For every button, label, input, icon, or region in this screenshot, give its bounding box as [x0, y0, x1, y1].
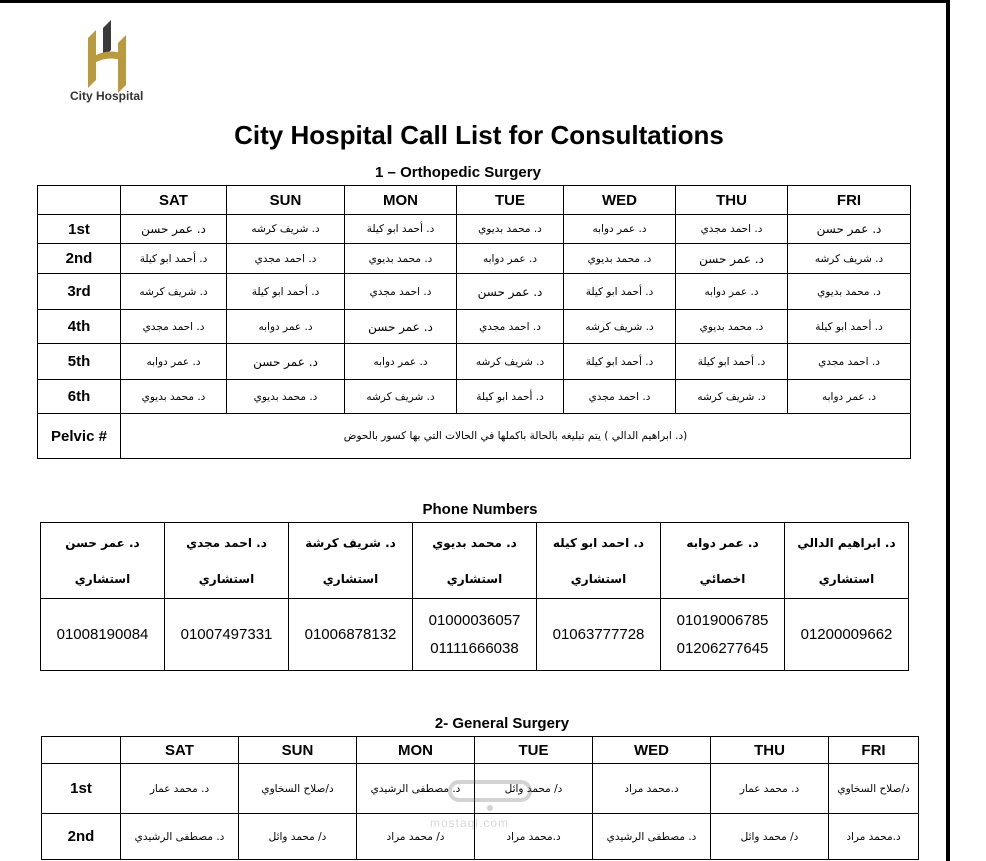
phones-header-row — [41, 523, 909, 599]
row-label: 1st — [42, 764, 121, 814]
doctor-name: د. ابراهيم الدالي — [797, 535, 896, 550]
schedule-cell: د. محمد عمار — [121, 764, 239, 814]
general-corner-cell — [42, 737, 121, 764]
day-header: MON — [357, 737, 475, 764]
general-heading: 2- General Surgery — [434, 715, 570, 732]
table-row — [38, 215, 911, 244]
doctor-title: استشاري — [570, 571, 627, 586]
phone-number: 01019006785 — [676, 611, 769, 629]
schedule-cell: د. شريف كرشه — [457, 344, 564, 380]
watermark-text: mostaql.com — [430, 816, 510, 830]
phones-number-row — [41, 599, 909, 671]
row-label: 1st — [38, 215, 121, 244]
schedule-cell: د/ محمد وائل — [239, 814, 357, 860]
schedule-cell: د. مصطفى الرشيدي — [357, 764, 475, 814]
page-top-border — [0, 0, 950, 3]
row-label: 4th — [38, 310, 121, 344]
schedule-cell: د. محمد بديوي — [788, 274, 911, 310]
schedule-cell: د.محمد مراد — [593, 764, 711, 814]
schedule-cell: د. عمر حسن — [345, 310, 457, 344]
schedule-cell: د/صلاح السخاوي — [239, 764, 357, 814]
watermark-logo-icon — [430, 772, 550, 816]
row-label: 6th — [38, 380, 121, 414]
pelvic-label: Pelvic # — [38, 414, 121, 459]
table-row — [38, 380, 911, 414]
schedule-cell: د. أحمد ابو كيلة — [345, 215, 457, 244]
doctor-title: اخصائي — [699, 571, 746, 586]
day-header: SUN — [227, 186, 345, 215]
schedule-cell: د. مصطفى الرشيدي — [121, 814, 239, 860]
schedule-cell: د. أحمد ابو كيلة — [564, 344, 676, 380]
doctor-header — [289, 523, 413, 599]
schedule-cell: د. عمر حسن — [676, 244, 788, 274]
doctor-name: د. محمد بديوي — [432, 535, 517, 550]
doctor-title: استشاري — [198, 571, 255, 586]
schedule-cell: د. محمد بديوي — [457, 215, 564, 244]
schedule-cell: د. عمر دوابه — [345, 344, 457, 380]
schedule-cell: د. مصطفى الرشيدي — [593, 814, 711, 860]
schedule-cell: د. أحمد ابو كيلة — [227, 274, 345, 310]
schedule-cell: د. أحمد ابو كيلة — [788, 310, 911, 344]
schedule-cell: د. أحمد ابو كيلة — [564, 274, 676, 310]
schedule-cell: د. محمد بديوي — [345, 244, 457, 274]
table-row — [38, 344, 911, 380]
schedule-cell: د/ محمد مراد — [357, 814, 475, 860]
row-label: 5th — [38, 344, 121, 380]
pelvic-row — [38, 414, 911, 459]
phone-number: 01006878132 — [289, 599, 413, 671]
phones-heading: Phone Numbers — [422, 501, 538, 518]
doctor-header — [413, 523, 537, 599]
day-header: MON — [345, 186, 457, 215]
doctor-name: د. شريف كرشة — [305, 535, 396, 550]
day-header: WED — [564, 186, 676, 215]
phone-number: 01200009662 — [785, 599, 909, 671]
phone-numbers-table — [40, 522, 909, 671]
doctor-name: د. احمد ابو كيله — [552, 535, 645, 550]
schedule-cell: د. احمد مجدي — [788, 344, 911, 380]
schedule-cell: د. احمد مجدي — [227, 244, 345, 274]
schedule-cell: د. محمد بديوي — [227, 380, 345, 414]
phone-number: 01111666038 — [430, 639, 519, 657]
schedule-cell: د. عمر دوابه — [564, 215, 676, 244]
table-row — [38, 274, 911, 310]
phone-number: 01007497331 — [165, 599, 289, 671]
schedule-cell: د. أحمد ابو كيلة — [457, 380, 564, 414]
doctor-header — [661, 523, 785, 599]
doctor-title: استشاري — [818, 571, 875, 586]
mostaql-watermark — [430, 772, 550, 842]
day-header: SAT — [121, 737, 239, 764]
schedule-cell: د. شريف كرشه — [788, 244, 911, 274]
schedule-cell: د. عمر حسن — [788, 215, 911, 244]
day-header: FRI — [829, 737, 919, 764]
schedule-cell: د.محمد مراد — [475, 814, 593, 860]
phone-number-cell — [413, 599, 537, 671]
ortho-schedule-table — [37, 185, 911, 459]
doctor-name: د. احمد مجدي — [186, 535, 267, 550]
schedule-cell: د. احمد مجدي — [121, 310, 227, 344]
general-header-row — [42, 737, 919, 764]
phone-number: 01000036057 — [428, 611, 521, 629]
doctor-title: استشاري — [446, 571, 503, 586]
doctor-title: استشاري — [322, 571, 379, 586]
doctor-header — [785, 523, 909, 599]
schedule-cell: د. عمر حسن — [227, 344, 345, 380]
schedule-cell: د. عمر دوابه — [788, 380, 911, 414]
ortho-corner-cell — [38, 186, 121, 215]
day-header: THU — [711, 737, 829, 764]
ortho-heading: 1 – Orthopedic Surgery — [375, 164, 541, 181]
phone-number: 01206277645 — [676, 639, 769, 657]
doctor-name: د. عمر دوابه — [686, 535, 759, 550]
day-header: TUE — [457, 186, 564, 215]
day-header: SUN — [239, 737, 357, 764]
day-header: FRI — [788, 186, 911, 215]
schedule-cell: د. شريف كرشه — [345, 380, 457, 414]
doctor-header — [41, 523, 165, 599]
schedule-cell: د. شريف كرشه — [121, 274, 227, 310]
schedule-cell: د.محمد مراد — [829, 814, 919, 860]
schedule-cell: د. عمر دوابه — [676, 274, 788, 310]
phone-number: 01063777728 — [537, 599, 661, 671]
schedule-cell: د. أحمد ابو كيلة — [121, 244, 227, 274]
schedule-cell: د. عمر حسن — [457, 274, 564, 310]
pelvic-note: (د. ابراهيم الدالي ) يتم تبليغه بالحالة باكملها في الحالات التي بها كسور بالحوض — [121, 414, 911, 459]
day-header: THU — [676, 186, 788, 215]
table-row — [38, 244, 911, 274]
schedule-cell: د. عمر حسن — [121, 215, 227, 244]
day-header: WED — [593, 737, 711, 764]
schedule-cell: د. شريف كرشه — [676, 380, 788, 414]
schedule-cell: د/ محمد وائل — [475, 764, 593, 814]
schedule-cell: د. احمد مجدي — [345, 274, 457, 310]
schedule-cell: د. محمد عمار — [711, 764, 829, 814]
schedule-cell: د. احمد مجدي — [676, 215, 788, 244]
schedule-cell: د. محمد بديوي — [564, 244, 676, 274]
schedule-cell: د. محمد بديوي — [676, 310, 788, 344]
doctor-header — [537, 523, 661, 599]
schedule-cell: د. احمد مجدي — [457, 310, 564, 344]
schedule-cell: د. عمر دوابه — [227, 310, 345, 344]
page-title: City Hospital Call List for Consultations — [234, 120, 724, 150]
schedule-cell: د. محمد بديوي — [121, 380, 227, 414]
row-label: 2nd — [42, 814, 121, 860]
schedule-cell: د. شريف كرشه — [227, 215, 345, 244]
day-header: SAT — [121, 186, 227, 215]
schedule-cell: د/ محمد وائل — [711, 814, 829, 860]
schedule-cell: د. أحمد ابو كيلة — [676, 344, 788, 380]
doctor-title: استشاري — [74, 571, 131, 586]
phone-number: 01008190084 — [41, 599, 165, 671]
schedule-cell: د. عمر دوابه — [121, 344, 227, 380]
day-header: TUE — [475, 737, 593, 764]
logo-text: City Hospital — [70, 89, 144, 103]
row-label: 3rd — [38, 274, 121, 310]
schedule-cell: د. شريف كرشه — [564, 310, 676, 344]
doctor-name: د. عمر حسن — [65, 535, 140, 550]
doctor-header — [165, 523, 289, 599]
phone-number-cell — [661, 599, 785, 671]
ortho-header-row — [38, 186, 911, 215]
schedule-cell: د/صلاح السخاوي — [829, 764, 919, 814]
row-label: 2nd — [38, 244, 121, 274]
schedule-cell: د. عمر دوابه — [457, 244, 564, 274]
table-row — [38, 310, 911, 344]
schedule-cell: د. احمد مجدي — [564, 380, 676, 414]
